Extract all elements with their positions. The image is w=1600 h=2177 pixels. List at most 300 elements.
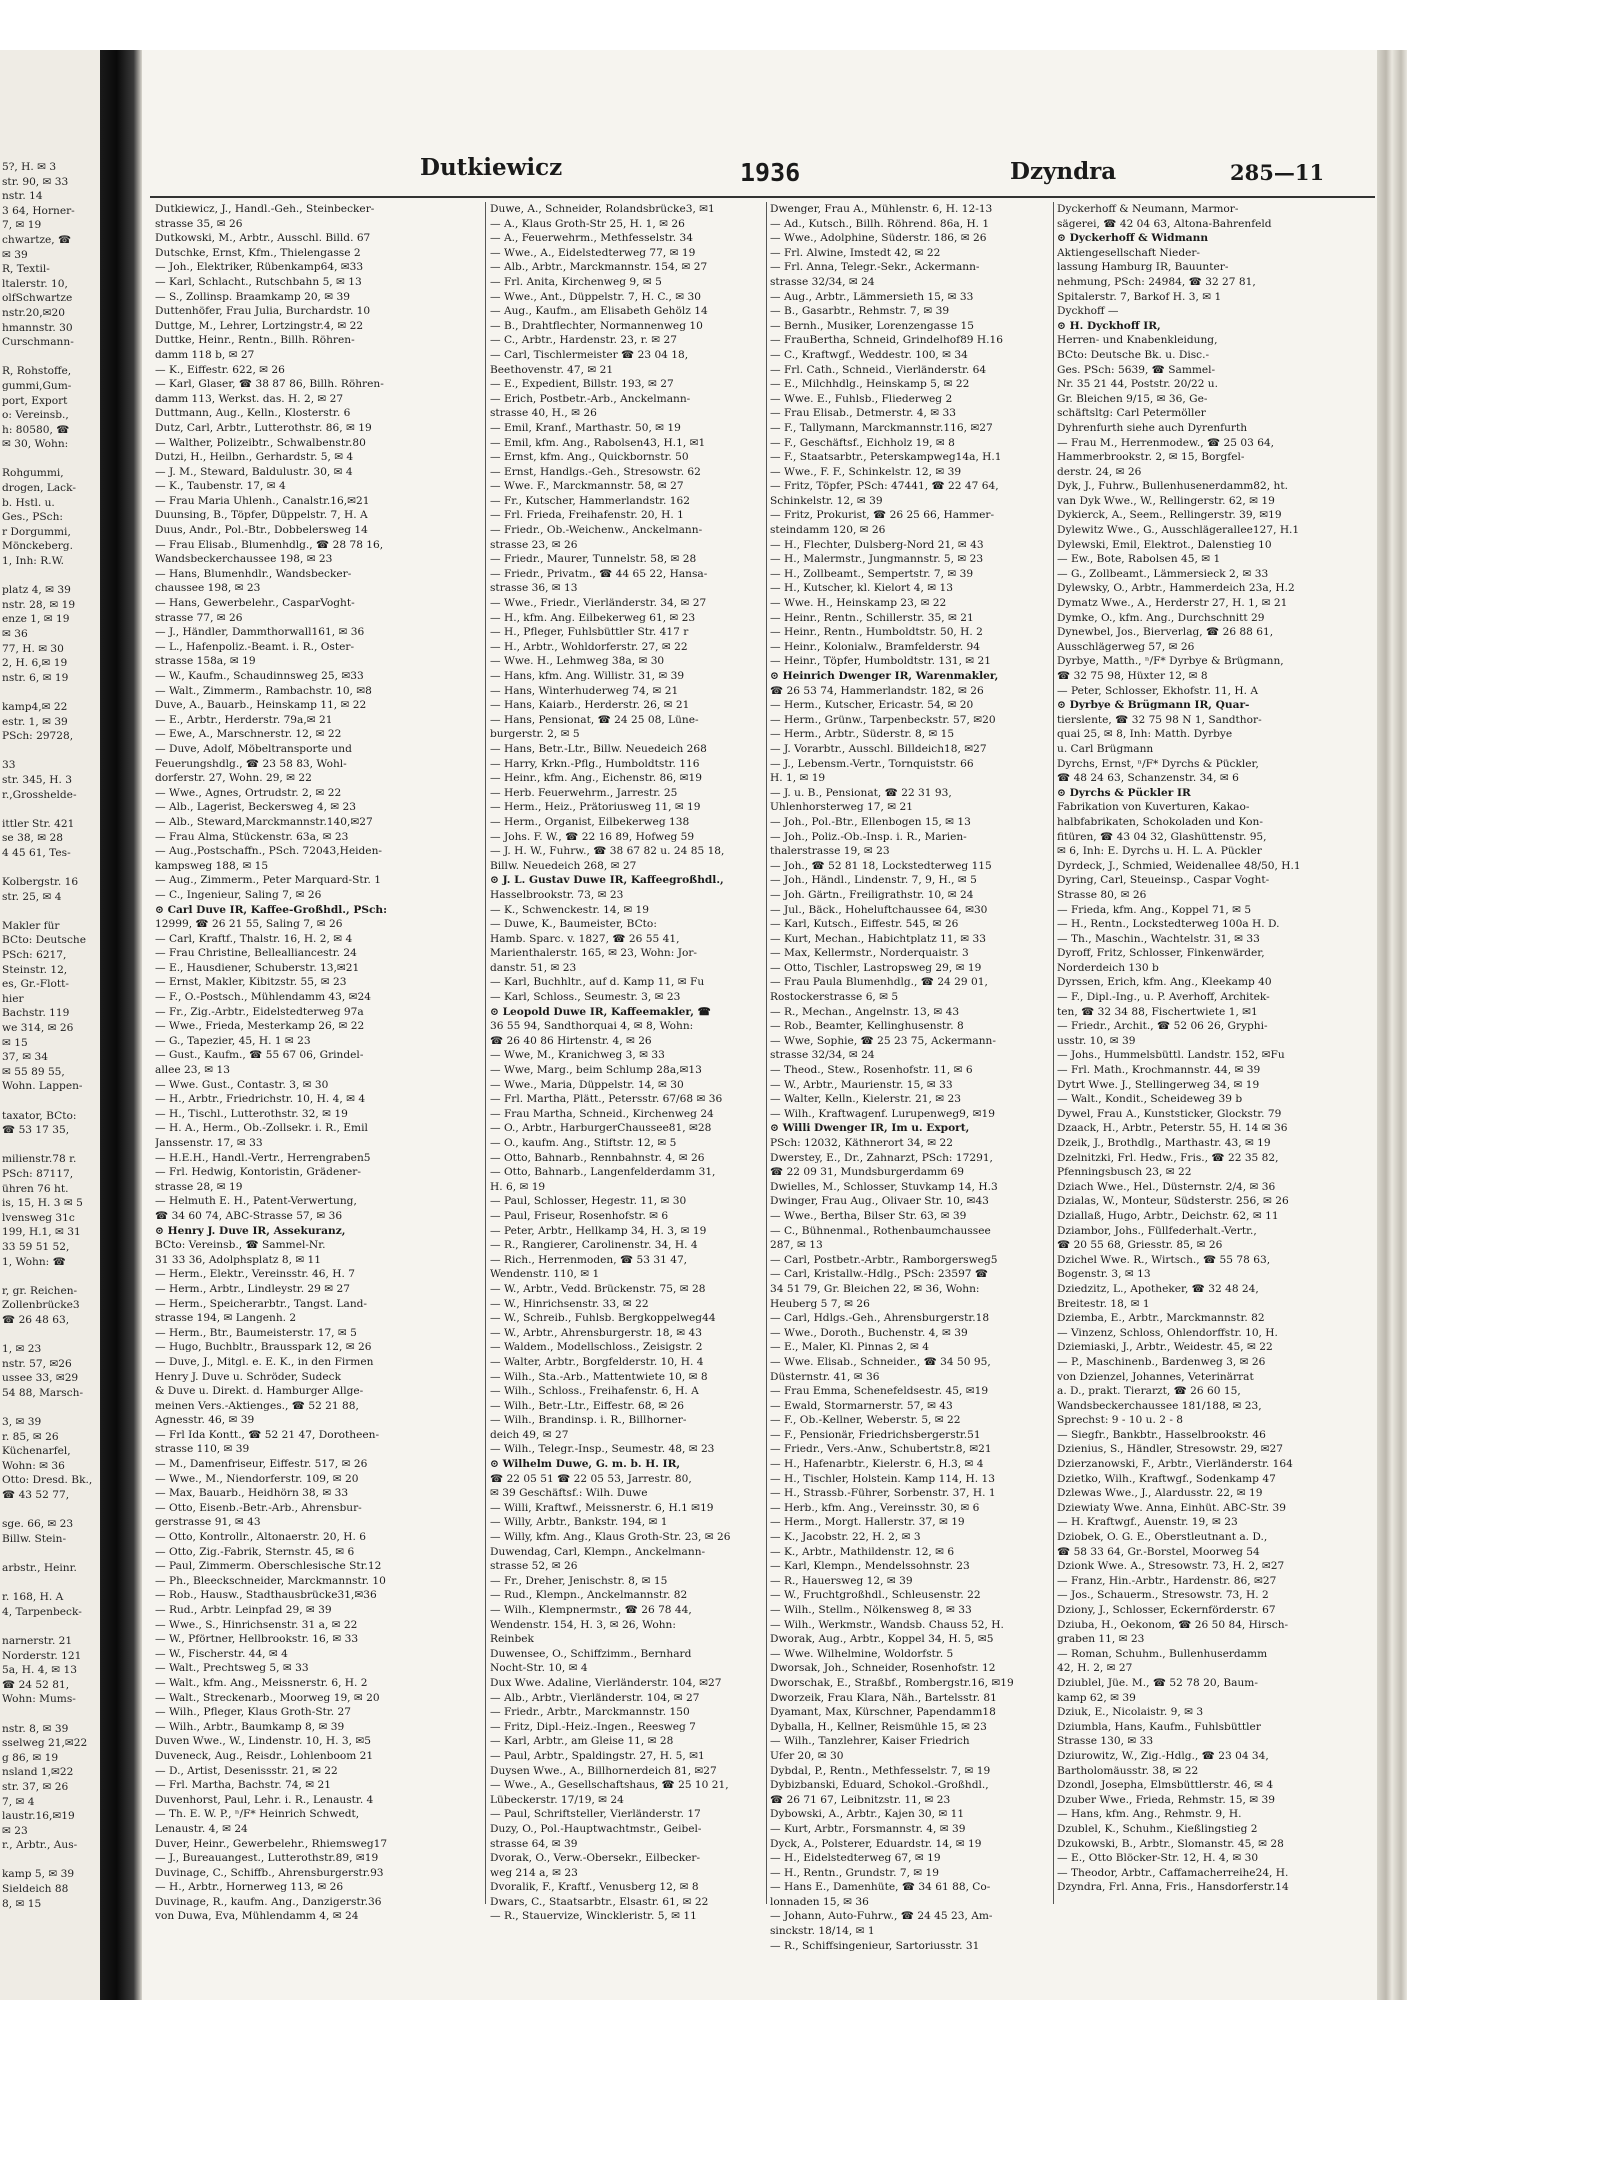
directory-entry: — Herm., Btr., Baumeisterstr. 17, ✉ 5	[155, 1326, 357, 1339]
directory-entry: — Joh. Gärtn., Freiligrathstr. 10, ✉ 24	[770, 888, 974, 901]
directory-entry: ☎ 26 71 67, Leibnitzstr. 11, ✉ 23	[770, 1793, 951, 1806]
directory-entry: — Emil, kfm. Ang., Rabolsen43, H.1, ✉1	[490, 436, 706, 449]
directory-entry: Nr. 35 21 44, Poststr. 20/22 u.	[1057, 378, 1218, 391]
left-page-line: h: 80580, ☎	[2, 423, 70, 436]
directory-entry: ⊙ Willi Dwenger IR, Im u. Export,	[770, 1122, 970, 1135]
directory-entry: Dymatz Wwe., A., Herderstr 27, H. 1, ✉ 21	[1057, 597, 1288, 610]
directory-entry: ☎ 26 53 74, Hammerlandstr. 182, ✉ 26	[770, 684, 984, 697]
directory-entry: — H., Arbtr., Hornerweg 113, ✉ 26	[155, 1881, 344, 1894]
directory-entry: Dutzi, H., Heilbn., Gerhardstr. 5, ✉ 4	[155, 451, 354, 464]
directory-entry: — Waldem., Modellschloss., Zeisigstr. 2	[490, 1341, 703, 1354]
directory-entry: — S., Zollinsp. Braamkamp 20, ✉ 39	[155, 290, 351, 303]
directory-entry: — Frau Emma, Schenefeldsestr. 45, ✉19	[770, 1385, 989, 1398]
directory-entry: Duvinage, R., kaufm. Ang., Danzigerstr.36	[155, 1895, 382, 1908]
directory-entry: — Aug.,Postschaffn., PSch. 72043,Heiden-	[155, 845, 382, 858]
directory-entry: — Paul, Schriftsteller, Vierländerstr. 17	[490, 1808, 701, 1821]
directory-entry: — Heinr., Kolonialw., Bramfelderstr. 94	[770, 640, 980, 653]
directory-entry: ☎ 58 33 64, Gr.-Borstel, Moorweg 54	[1057, 1545, 1260, 1558]
directory-entry: Dux Wwe. Adaline, Vierländerstr. 104, ✉27	[490, 1676, 722, 1689]
left-page-line: ühren 76 ht.	[2, 1182, 69, 1195]
directory-entry: — Wwe. E., Fuhlsb., Fliederweg 2	[770, 392, 953, 405]
directory-entry: strasse 28, ✉ 19	[155, 1180, 243, 1193]
directory-entry: Marienthalerstr. 165, ✉ 23, Wohn: Jor-	[490, 947, 697, 960]
left-page-line: nstr. 28, ✉ 19	[2, 598, 76, 611]
directory-entry: — Ernst, Handlgs.-Geh., Stresowstr. 62	[490, 465, 701, 478]
directory-entry: ⊙ Dyckerhoff & Widmann	[1057, 232, 1209, 245]
directory-entry: — Otto, Bahnarb., Rennbahnstr. 4, ✉ 26	[490, 1151, 705, 1164]
directory-entry: strasse 110, ✉ 39	[155, 1443, 250, 1456]
directory-entry: — Wilh., Werkmstr., Wandsb. Chauss 52, H.	[770, 1618, 1004, 1631]
left-page-line: 1, Wohn: ☎	[2, 1255, 66, 1268]
directory-entry: — Frieda, kfm. Ang., Koppel 71, ✉ 5	[1057, 903, 1252, 916]
left-page-line	[2, 569, 98, 584]
directory-entry: Dwielles, M., Schlosser, Stuvkamp 14, H.3	[770, 1180, 998, 1193]
directory-entry: — Herm., Morgt. Hallerstr. 37, ✉ 19	[770, 1516, 965, 1529]
directory-entry: — G., Tapezier, 45, H. 1 ✉ 23	[155, 1034, 311, 1047]
left-page-line: ✉ 23	[2, 1824, 28, 1837]
directory-entry: lonnaden 15, ✉ 36	[770, 1895, 869, 1908]
directory-entry: — Frl. Martha, Bachstr. 74, ✉ 21	[155, 1779, 331, 1792]
directory-entry: ☎ 48 24 63, Schanzenstr. 34, ✉ 6	[1057, 772, 1239, 785]
directory-entry: — Carl, Kraftf., Thalstr. 16, H. 2, ✉ 4	[155, 932, 353, 945]
directory-entry: — Rob., Hausw., Stadthausbrücke31,✉36	[155, 1589, 377, 1602]
directory-entry: — R., Schiffsingenieur, Sartoriusstr. 31	[770, 1939, 980, 1952]
directory-entry: — Karl, Glaser, ☎ 38 87 86, Billh. Röhren-	[155, 378, 384, 391]
left-page-line: lvensweg 31c	[2, 1211, 75, 1224]
directory-column-3	[770, 202, 1050, 1953]
directory-entry: Dzienius, S., Händler, Stresowstr. 29, ✉27	[1057, 1443, 1284, 1456]
directory-entry: — Otto, Bahnarb., Langenfelderdamm 31,	[490, 1166, 716, 1179]
directory-entry: — Karl, Arbtr., am Gleise 11, ✉ 28	[490, 1735, 674, 1748]
directory-entry: — Frau Martha, Schneid., Kirchenweg 24	[490, 1107, 714, 1120]
directory-entry: — Wilh., Sta.-Arb., Mattentwiete 10, ✉ 8	[490, 1370, 708, 1383]
directory-entry: burgerstr. 2, ✉ 5	[490, 728, 580, 741]
directory-entry: gerstrasse 91, ✉ 43	[155, 1516, 261, 1529]
left-page-line: we 314, ✉ 26	[2, 1022, 74, 1035]
directory-entry: Duveneck, Aug., Reisdr., Lohlenboom 21	[155, 1749, 374, 1762]
directory-entry: — H., Tischl., Lutterothstr. 32, ✉ 19	[155, 1107, 348, 1120]
header-first-name: Dutkiewicz	[420, 154, 563, 181]
left-page-line: platz 4, ✉ 39	[2, 584, 71, 597]
directory-entry: — Th. E. W. P., ⁿ/F* Heinrich Schwedt,	[155, 1808, 360, 1821]
left-page-line	[2, 1328, 98, 1343]
left-page-line: 4, Tarpenbeck-	[2, 1605, 82, 1618]
left-page-line: sge. 66, ✉ 23	[2, 1518, 74, 1531]
directory-entry: Dziobek, O. G. E., Oberstleutnant a. D.,	[1057, 1531, 1268, 1544]
directory-entry: Hasselbrookstr. 73, ✉ 23	[490, 888, 624, 901]
directory-entry: — J. u. B., Pensionat, ☎ 22 31 93,	[770, 786, 952, 799]
directory-entry: — M., Damenfriseur, Eiffestr. 517, ✉ 26	[155, 1458, 368, 1471]
directory-entry: — Jos., Schauerm., Stresowstr. 73, H. 2	[1057, 1589, 1269, 1602]
directory-entry: Dzietko, Wilh., Kraftwgf., Sodenkamp 47	[1057, 1472, 1276, 1485]
directory-entry: — Fritz, Dipl.-Heiz.-Ingen., Reesweg 7	[490, 1720, 696, 1733]
directory-entry: — K., Schwenckestr. 14, ✉ 19	[490, 903, 650, 916]
directory-entry: — Fritz, Töpfer, PSch: 47441, ☎ 22 47 64,	[770, 480, 999, 493]
directory-entry: Fabrikation von Kuverturen, Kakao-	[1057, 801, 1250, 814]
directory-entry: Dwerstey, E., Dr., Zahnarzt, PSch: 17291,	[770, 1151, 993, 1164]
left-page-line: 7, ✉ 4	[2, 1795, 35, 1808]
directory-entry: — Hugo, Buchbltr., Brausspark 12, ✉ 26	[155, 1341, 372, 1354]
directory-entry: — Aug., Arbtr., Lämmersieth 15, ✉ 33	[770, 290, 974, 303]
directory-entry: — Wwe, Marg., beim Schlump 28a,✉13	[490, 1064, 702, 1077]
directory-entry: — Max, Kellermstr., Norderquaistr. 3	[770, 947, 969, 960]
directory-entry: Lübeckerstr. 17/19, ✉ 24	[490, 1793, 624, 1806]
directory-entry: — Wwe. Wilhelmine, Woldorfstr. 5	[770, 1647, 954, 1660]
left-page-line: Wohn: ✉ 36	[2, 1459, 65, 1472]
directory-entry: — Wilh., Klempnermstr., ☎ 26 78 44,	[490, 1604, 692, 1616]
directory-entry: Dyroff, Fritz, Schlosser, Finkenwärder,	[1057, 947, 1265, 960]
directory-entry: — Herm., Elektr., Vereinsstr. 46, H. 7	[155, 1268, 355, 1281]
left-page-line: r Dorgummi,	[2, 525, 71, 538]
left-page-line: ✉ 36	[2, 628, 28, 640]
left-page-line: hmannstr. 30	[2, 321, 73, 334]
directory-entry: — Herm., Organist, Eilbekerweg 138	[490, 815, 690, 828]
directory-entry: van Dyk Wwe., W., Rellingerstr. 62, ✉ 19	[1057, 494, 1275, 507]
directory-entry: strasse 23, ✉ 26	[490, 538, 578, 551]
directory-entry: — Frau Alma, Stückenstr. 63a, ✉ 23	[155, 830, 349, 843]
left-page-line	[2, 452, 98, 467]
directory-entry: Duvenhorst, Paul, Lehr. i. R., Lenaustr. 4	[155, 1793, 374, 1806]
directory-entry: Dybizbanski, Eduard, Schokol.-Großhdl.,	[770, 1779, 989, 1792]
directory-entry: Dzyndra, Frl. Anna, Fris., Hansdorferstr.14	[1057, 1881, 1289, 1894]
directory-entry: — Heinr., Töpfer, Humboldtstr. 131, ✉ 21	[770, 655, 992, 668]
left-page-line: Steinstr. 12,	[2, 963, 68, 976]
directory-entry: PSch: 12032, Käthnerort 34, ✉ 22	[770, 1137, 953, 1149]
directory-entry: Dzichel Wwe. R., Wirtsch., ☎ 55 78 63,	[1057, 1253, 1271, 1266]
directory-entry: Gr. Bleichen 9/15, ✉ 36, Ge-	[1057, 392, 1208, 405]
directory-entry: — Hans, Winterhuderweg 74, ✉ 21	[490, 684, 679, 697]
directory-entry: — W., Arbtr., Maurienstr. 15, ✉ 33	[770, 1078, 953, 1091]
directory-entry: — Carl, Postbetr.-Arbtr., Ramborgersweg5	[770, 1253, 998, 1266]
directory-entry: — Frl. Martha, Plätt., Petersstr. 67/68 ✉ 36	[490, 1093, 723, 1106]
directory-entry: — F., Geschäftsf., Eichholz 19, ✉ 8	[770, 436, 955, 449]
directory-entry: Dziewiaty Wwe. Anna, Einhüt. ABC-Str. 39	[1057, 1501, 1286, 1514]
directory-entry: — Wwe. F., Marckmannstr. 58, ✉ 27	[490, 480, 684, 493]
directory-entry: Dziumbla, Hans, Kaufm., Fuhlsbüttler	[1057, 1720, 1261, 1733]
directory-entry: — F., Staatsarbtr., Peterskampweg14a, H.1	[770, 451, 1002, 464]
directory-entry: — F., Dipl.-Ing., u. P. Averhoff, Architek-	[1057, 991, 1270, 1004]
page-edge	[1377, 50, 1407, 2000]
directory-entry: — Rud., Klempn., Anckelmannstr. 82	[490, 1589, 688, 1602]
directory-entry: Dwinger, Frau Aug., Olivaer Str. 10, ✉43	[770, 1195, 989, 1208]
left-page-line: Wohn. Lappen-	[2, 1080, 83, 1093]
directory-entry: — Heinr., Rentn., Humboldtstr. 50, H. 2	[770, 626, 983, 639]
directory-entry: — Frau Elisab., Blumenhdlg., ☎ 28 78 16,	[155, 538, 384, 551]
directory-entry: Dylewski, Emil, Elektrot., Dalenstieg 10	[1057, 538, 1272, 551]
left-page-line	[2, 744, 98, 759]
left-page-line: arbstr., Heinr.	[2, 1562, 77, 1574]
directory-entry: — H., Rentn., Grundstr. 7, ✉ 19	[770, 1866, 940, 1879]
directory-entry: — Hans E., Damenhüte, ☎ 34 61 88, Co-	[770, 1881, 991, 1894]
directory-entry: — Frau Maria Uhlenh., Canalstr.16,✉21	[155, 494, 370, 507]
left-page-line	[2, 1619, 98, 1634]
directory-entry: — E., Otto Blöcker-Str. 12, H. 4, ✉ 30	[1057, 1852, 1259, 1865]
directory-entry: 31 33 36, Adolphsplatz 8, ✉ 11	[155, 1253, 322, 1266]
directory-entry: Aktiengesellschaft Nieder-	[1057, 246, 1201, 259]
directory-entry: — Gust., Kaufm., ☎ 55 67 06, Grindel-	[155, 1049, 364, 1062]
directory-entry: — W., Schreib., Fuhlsb. Bergkoppelweg44	[490, 1312, 716, 1325]
directory-entry: ☎ 26 40 86 Hirtenstr. 4, ✉ 26	[490, 1034, 652, 1047]
directory-entry: deich 49, ✉ 27	[490, 1428, 569, 1441]
directory-entry: allee 23, ✉ 13	[155, 1064, 230, 1077]
directory-column-2	[490, 202, 762, 1924]
directory-entry: steindamm 120, ✉ 26	[770, 524, 886, 537]
directory-entry: — Theod., Stew., Rosenhofstr. 11, ✉ 6	[770, 1064, 973, 1077]
directory-entry: ☎ 22 05 51 ☎ 22 05 53, Jarrestr. 80,	[490, 1472, 692, 1485]
directory-entry: — Wwe. H., Lehmweg 38a, ✉ 30	[490, 655, 665, 668]
directory-entry: — Frl. Frieda, Freihafenstr. 20, H. 1	[490, 509, 684, 522]
directory-entry: Dybdal, P., Rentn., Methfesselstr. 7, ✉ 19	[770, 1764, 991, 1777]
directory-entry: — C., Kraftwgf., Weddestr. 100, ✉ 34	[770, 348, 968, 361]
directory-entry: — Johs., Hummelsbüttl. Landstr. 152, ✉Fu	[1057, 1049, 1285, 1062]
directory-entry: — F., Ob.-Kellner, Weberstr. 5, ✉ 22	[770, 1414, 961, 1427]
directory-entry: strasse 52, ✉ 26	[490, 1560, 578, 1573]
directory-entry: strasse 77, ✉ 26	[155, 611, 243, 624]
directory-entry: — Herb., kfm. Ang., Vereinsstr. 30, ✉ 6	[770, 1501, 980, 1514]
directory-entry: — Kurt, Mechan., Habichtplatz 11, ✉ 33	[770, 932, 987, 945]
directory-entry: — C., Bühnenmal., Rothenbaumchaussee	[770, 1224, 991, 1237]
directory-entry: — H., Hafenarbtr., Kielerstr. 6, H.3, ✉ 4	[770, 1458, 984, 1471]
directory-entry: Dyckerhoff & Neumann, Marmor-	[1057, 203, 1239, 215]
left-page-line: is, 15, H. 3 ✉ 5	[2, 1197, 83, 1210]
directory-entry: Dybowski, A., Arbtr., Kajen 30, ✉ 11	[770, 1808, 965, 1821]
directory-entry: — W., Arbtr., Vedd. Brückenstr. 75, ✉ 28	[490, 1282, 706, 1295]
directory-entry: strasse 32/34, ✉ 24	[770, 1049, 875, 1062]
left-page-line: ☎ 26 48 63,	[2, 1313, 70, 1326]
left-page-line: Küchenarfel,	[2, 1445, 71, 1458]
directory-entry: strasse 35, ✉ 26	[155, 217, 243, 230]
directory-entry: — Joh., Poliz.-Ob.-Insp. i. R., Marien-	[770, 830, 967, 843]
directory-entry: Dyk, J., Fuhrw., Bullenhusenerdamm82, ht.	[1057, 480, 1288, 493]
directory-entry: — Wilh., Tanzlehrer, Kaiser Friedrich	[770, 1735, 970, 1748]
directory-entry: kampsweg 188, ✉ 15	[155, 859, 269, 872]
directory-entry: Duttenhöfer, Frau Julia, Burchardstr. 10	[155, 305, 371, 318]
directory-entry: Duunsing, B., Töpfer, Düppelstr. 7, H. A	[155, 509, 368, 522]
directory-entry: BCto: Deutsche Bk. u. Disc.-	[1057, 348, 1210, 361]
directory-entry: — Wilh., Schloss., Freihafenstr. 6, H. A	[490, 1385, 699, 1398]
directory-entry: — Peter, Schlosser, Ekhofstr. 11, H. A	[1057, 684, 1259, 697]
left-page-line: 7, ✉ 19	[2, 219, 42, 232]
directory-entry: — W., Kaufm., Schaudinnsweg 25, ✉33	[155, 670, 364, 682]
left-page-line: 5?, H. ✉ 3	[2, 161, 57, 173]
directory-entry: Dwenger, Frau A., Mühlenstr. 6, H. 12-13	[770, 203, 993, 215]
directory-entry: — Paul, Friseur, Rosenhofstr. ✉ 6	[490, 1209, 669, 1222]
left-page-line: estr. 1, ✉ 39	[2, 715, 68, 728]
directory-entry: — Frau Elisab., Detmerstr. 4, ✉ 33	[770, 407, 956, 420]
directory-entry: — Walter, Arbtr., Borgfelderstr. 10, H. 4	[490, 1355, 704, 1368]
directory-entry: Dzondl, Josepha, Elmsbüttlerstr. 46, ✉ 4	[1057, 1779, 1274, 1792]
directory-entry: meinen Vers.-Aktienges., ☎ 52 21 88,	[155, 1399, 359, 1412]
directory-entry: strasse 158a, ✉ 19	[155, 655, 256, 668]
directory-entry: — Ew., Bote, Rabolsen 45, ✉ 1	[1057, 553, 1221, 566]
left-page-line: ☎ 24 52 81,	[2, 1678, 70, 1691]
directory-entry: — Joh., Elektriker, Rübenkamp64, ✉33	[155, 261, 364, 274]
left-page-line: Sieldeich 88	[2, 1883, 69, 1896]
left-page-line: 54 88, Marsch-	[2, 1386, 84, 1399]
directory-entry: — Wilh., Betr.-Ltr., Eiffestr. 68, ✉ 26	[490, 1399, 685, 1412]
directory-entry: — Frl. Math., Krochmannstr. 44, ✉ 39	[1057, 1064, 1261, 1077]
directory-entry: — Ad., Kutsch., Billh. Röhrend. 86a, H. 1	[770, 217, 990, 230]
directory-entry: — R., Hauersweg 12, ✉ 39	[770, 1574, 913, 1587]
directory-entry: — Wwe., Friedr., Vierländerstr. 34, ✉ 27	[490, 597, 707, 610]
directory-entry: — O., Arbtr., HarburgerChaussee81, ✉28	[490, 1122, 712, 1135]
left-page-line: nstr. 14	[2, 190, 43, 203]
directory-entry: — J. H. W., Fuhrw., ☎ 38 67 82 u. 24 85 18,	[490, 845, 725, 858]
directory-entry: — J., Lebensm.-Vertr., Tornquiststr. 66	[770, 757, 974, 770]
directory-entry: — Walt., kfm. Ang., Meissnerstr. 6, H. 2	[155, 1676, 368, 1689]
directory-entry: — K., Taubenstr. 17, ✉ 4	[155, 480, 286, 493]
directory-entry: — Karl, Kutsch., Eiffestr. 545, ✉ 26	[770, 918, 959, 931]
left-page-line: 199, H.1, ✉ 31	[2, 1226, 81, 1239]
directory-entry: Wendenstr. 154, H. 3, ✉ 26, Wohn:	[490, 1618, 676, 1631]
directory-entry: — Duve, J., Mitgl. e. E. K., in den Firmen	[155, 1355, 374, 1368]
directory-entry: — Frl. Anita, Kirchenweg 9, ✉ 5	[490, 275, 662, 288]
column-separator	[766, 202, 767, 1904]
directory-entry: — H., kfm. Ang. Eilbekerweg 61, ✉ 23	[490, 611, 696, 624]
directory-entry: Dworak, Aug., Arbtr., Koppel 34, H. 5, ✉5	[770, 1633, 994, 1646]
header-rule	[150, 196, 1375, 198]
directory-entry: — Willy, Arbtr., Bankstr. 194, ✉ 1	[490, 1516, 668, 1529]
directory-entry: Uhlenhorsterweg 17, ✉ 21	[770, 801, 913, 814]
left-page-line: Mönckeberg.	[2, 540, 73, 553]
directory-entry: — H., Strassb.-Führer, Sorbenstr. 37, H. 1	[770, 1487, 996, 1500]
directory-entry: — Wilh., Arbtr., Baumkamp 8, ✉ 39	[155, 1720, 345, 1733]
directory-entry: Dyrdeck, J., Schmied, Weidenallee 48/50, H.1	[1057, 859, 1301, 872]
left-page-line	[2, 904, 98, 919]
directory-entry: strasse 36, ✉ 13	[490, 582, 578, 595]
directory-entry: — Kurt, Arbtr., Forsmannstr. 4, ✉ 39	[770, 1822, 966, 1835]
directory-entry: — Friedr., Arbtr., Marckmannstr. 150	[490, 1706, 690, 1719]
directory-entry: — Franz, Hin.-Arbtr., Hardenstr. 86, ✉27	[1057, 1574, 1277, 1587]
directory-entry: — Willi, Kraftwf., Meissnerstr. 6, H.1 ✉19	[490, 1501, 714, 1514]
directory-entry: — Wilh., Stellm., Nölkensweg 8, ✉ 33	[770, 1604, 972, 1616]
directory-entry: strasse 32/34, ✉ 24	[770, 275, 875, 288]
directory-entry: — H., Arbtr., Wohldorferstr. 27, ✉ 22	[490, 640, 688, 653]
directory-entry: 12999, ☎ 26 21 55, Saling 7, ✉ 26	[155, 918, 343, 931]
directory-entry: Norderdeich 130 b	[1057, 961, 1159, 974]
directory-entry: weg 214 a, ✉ 23	[490, 1866, 578, 1879]
directory-entry: — Friedr., Maurer, Tunnelstr. 58, ✉ 28	[490, 553, 697, 566]
directory-entry: — Wilh., Kraftwagenf. Lurupenweg9, ✉19	[770, 1107, 995, 1120]
directory-entry: — H., Rentn., Lockstedterweg 100a H. D.	[1057, 918, 1280, 931]
directory-entry: — E., Arbtr., Herderstr. 79a,✉ 21	[155, 713, 333, 726]
directory-entry: Dworsak, Joh., Schneider, Rosenhofstr. 12	[770, 1662, 996, 1675]
left-page-line	[2, 1400, 98, 1415]
directory-entry: damm 113, Werkst. das. H. 2, ✉ 27	[155, 392, 344, 405]
left-page-line	[2, 861, 98, 876]
left-page-line: o: Vereinsb.,	[2, 409, 69, 422]
directory-entry: Dzlewas Wwe., J., Alardusstr. 22, ✉ 19	[1057, 1487, 1263, 1500]
directory-entry: — Aug., Kaufm., am Elisabeth Gehölz 14	[490, 305, 708, 318]
left-page-line: 33 59 51 52,	[2, 1240, 70, 1253]
directory-entry: Dyrssen, Erich, kfm. Ang., Kleekamp 40	[1057, 976, 1272, 989]
directory-entry: — Wwe, M., Kranichweg 3, ✉ 33	[490, 1049, 665, 1062]
left-page-line: nsland 1,✉22	[2, 1766, 74, 1779]
directory-entry: — Rich., Herrenmoden, ☎ 53 31 47,	[490, 1253, 688, 1266]
directory-entry: — W., Fruchtgroßhdl., Schleusenstr. 22	[770, 1589, 981, 1602]
directory-entry: Dziurowitz, W., Zig.-Hdlg., ☎ 23 04 34,	[1057, 1749, 1269, 1762]
directory-entry: — Aug., Zimmerm., Peter Marquard-Str. 1	[155, 874, 381, 887]
directory-entry: Dutkowski, M., Arbtr., Ausschl. Billd. 67	[155, 232, 371, 245]
directory-entry: von Dzienzel, Johannes, Veterinärrat	[1057, 1370, 1254, 1383]
directory-entry: Dyballa, H., Kellner, Reismühle 15, ✉ 23	[770, 1720, 987, 1733]
directory-entry: — Bernh., Musiker, Lorenzengasse 15	[770, 319, 974, 332]
directory-entry: — H., Zollbeamt., Sempertstr. 7, ✉ 39	[770, 567, 974, 580]
directory-entry: ⊙ H. Dyckhoff IR,	[1057, 319, 1161, 332]
directory-entry: — H., Kutscher, kl. Kielort 4, ✉ 13	[770, 582, 953, 595]
directory-entry: — K., Arbtr., Mathildenstr. 12, ✉ 6	[770, 1545, 955, 1558]
directory-entry: H. 1, ✉ 19	[770, 772, 826, 785]
directory-entry: — Hans, kfm. Ang. Willistr. 31, ✉ 39	[490, 670, 685, 682]
left-page-line: r. 168, H. A	[2, 1591, 64, 1604]
directory-entry: — Herm., Heiz., Prätoriusweg 11, ✉ 19	[490, 801, 701, 814]
directory-entry: — Frau Christine, Bellealliancestr. 24	[155, 947, 357, 960]
directory-entry: Strasse 130, ✉ 33	[1057, 1735, 1154, 1748]
directory-entry: — E., Maler, Kl. Pinnas 2, ✉ 4	[770, 1341, 930, 1354]
directory-entry: — R., Rangierer, Carolinenstr. 34, H. 4	[490, 1239, 698, 1252]
directory-entry: — Wwe., Bertha, Bilser Str. 63, ✉ 39	[770, 1209, 967, 1222]
directory-entry: — Hans, Blumenhdlr., Wandsbecker-	[155, 567, 352, 580]
directory-entry: — Carl, Hdlgs.-Geh., Ahrensburgerstr.18	[770, 1312, 990, 1325]
directory-entry: — Herb. Feuerwehrm., Jarrestr. 25	[490, 786, 678, 799]
directory-entry: Rostockerstrasse 6, ✉ 5	[770, 991, 899, 1004]
directory-entry: Duwensee, O., Schiffzimm., Bernhard	[490, 1647, 692, 1660]
directory-entry: Wandsbeckerchaussee 181/188, ✉ 23,	[1057, 1399, 1262, 1412]
directory-entry: Dutz, Carl, Arbtr., Lutterothstr. 86, ✉ 19	[155, 421, 372, 434]
directory-entry: Herren- und Knabenkleidung,	[1057, 334, 1218, 347]
left-page-line: nstr. 57, ✉26	[2, 1357, 72, 1370]
directory-entry: — F., Tallymann, Marckmannstr.116, ✉27	[770, 421, 993, 434]
directory-entry: — H., Tischler, Holstein. Kamp 114, H. 13	[770, 1472, 995, 1485]
directory-entry: — Otto, Zig.-Fabrik, Sternstr. 45, ✉ 6	[155, 1545, 355, 1558]
directory-entry: Billw. Neuedeich 268, ✉ 27	[490, 859, 637, 872]
directory-entry: chaussee 198, ✉ 23	[155, 582, 261, 595]
directory-entry: Dziuba, H., Oekonom, ☎ 26 50 84, Hirsch-	[1057, 1618, 1289, 1631]
directory-entry: Dworschak, E., Straßbf., Rombergstr.16, ✉19	[770, 1676, 1014, 1689]
directory-entry: — Paul, Schlosser, Hegestr. 11, ✉ 30	[490, 1195, 687, 1208]
directory-entry: Dzukowski, B., Arbtr., Slomanstr. 45, ✉ 28	[1057, 1837, 1284, 1850]
left-page-line	[2, 1853, 98, 1868]
directory-entry: Dvorak, O., Verw.-Obersekr., Eilbecker-	[490, 1852, 701, 1865]
left-page-line: Wohn: Mums-	[2, 1693, 76, 1706]
directory-entry: Dymke, O., kfm. Ang., Durchschnitt 29	[1057, 611, 1265, 624]
left-page-line: r.,Grosshelde-	[2, 788, 77, 801]
directory-entry: — Wwe., A., Eidelstedterweg 77, ✉ 19	[490, 246, 696, 259]
directory-entry: — Theodor, Arbtr., Caffamacherreihe24, H.	[1057, 1866, 1289, 1879]
directory-entry: — Wilh., Pfleger, Klaus Groth-Str. 27	[155, 1706, 351, 1719]
directory-entry: — K., Eiffestr. 622, ✉ 26	[155, 363, 285, 376]
directory-entry: Dziublel, Jüe. M., ☎ 52 78 20, Baum-	[1057, 1676, 1258, 1689]
directory-entry: — Joh., Händl., Lindenstr. 7, 9, H., ✉ 5	[770, 874, 977, 887]
left-page-line	[2, 1503, 98, 1518]
directory-entry: Dyck, A., Polsterer, Eduardstr. 14, ✉ 19	[770, 1837, 982, 1850]
directory-entry: ✉ 6, Inh: E. Dyrchs u. H. L. A. Pückler	[1057, 845, 1262, 858]
left-page-line: PSch: 87117,	[2, 1167, 74, 1180]
directory-entry: Dyamant, Max, Kürschner, Papendamm18	[770, 1706, 996, 1719]
directory-entry: dorferstr. 27, Wohn. 29, ✉ 22	[155, 772, 312, 785]
directory-entry: ⊙ Henry J. Duve IR, Assekuranz,	[155, 1224, 346, 1237]
left-page-line: PSch: 29728,	[2, 730, 74, 743]
directory-entry: — Friedr., Vers.-Anw., Schubertstr.8, ✉21	[770, 1443, 992, 1456]
left-page-line: ✉ 39	[2, 248, 28, 261]
directory-entry: Pfenningsbusch 23, ✉ 22	[1057, 1166, 1192, 1179]
directory-entry: — E., Milchhdlg., Heinskamp 5, ✉ 22	[770, 378, 970, 391]
directory-entry: — Alb., Steward,Marckmannstr.140,✉27	[155, 815, 373, 828]
directory-entry: — Alb., Arbtr., Vierländerstr. 104, ✉ 27	[490, 1691, 700, 1704]
left-page-line: b. Hstl. u.	[2, 496, 55, 509]
directory-entry: Ufer 20, ✉ 30	[770, 1749, 844, 1762]
directory-entry: — Herm., Arbtr., Süderstr. 8, ✉ 15	[770, 728, 955, 741]
